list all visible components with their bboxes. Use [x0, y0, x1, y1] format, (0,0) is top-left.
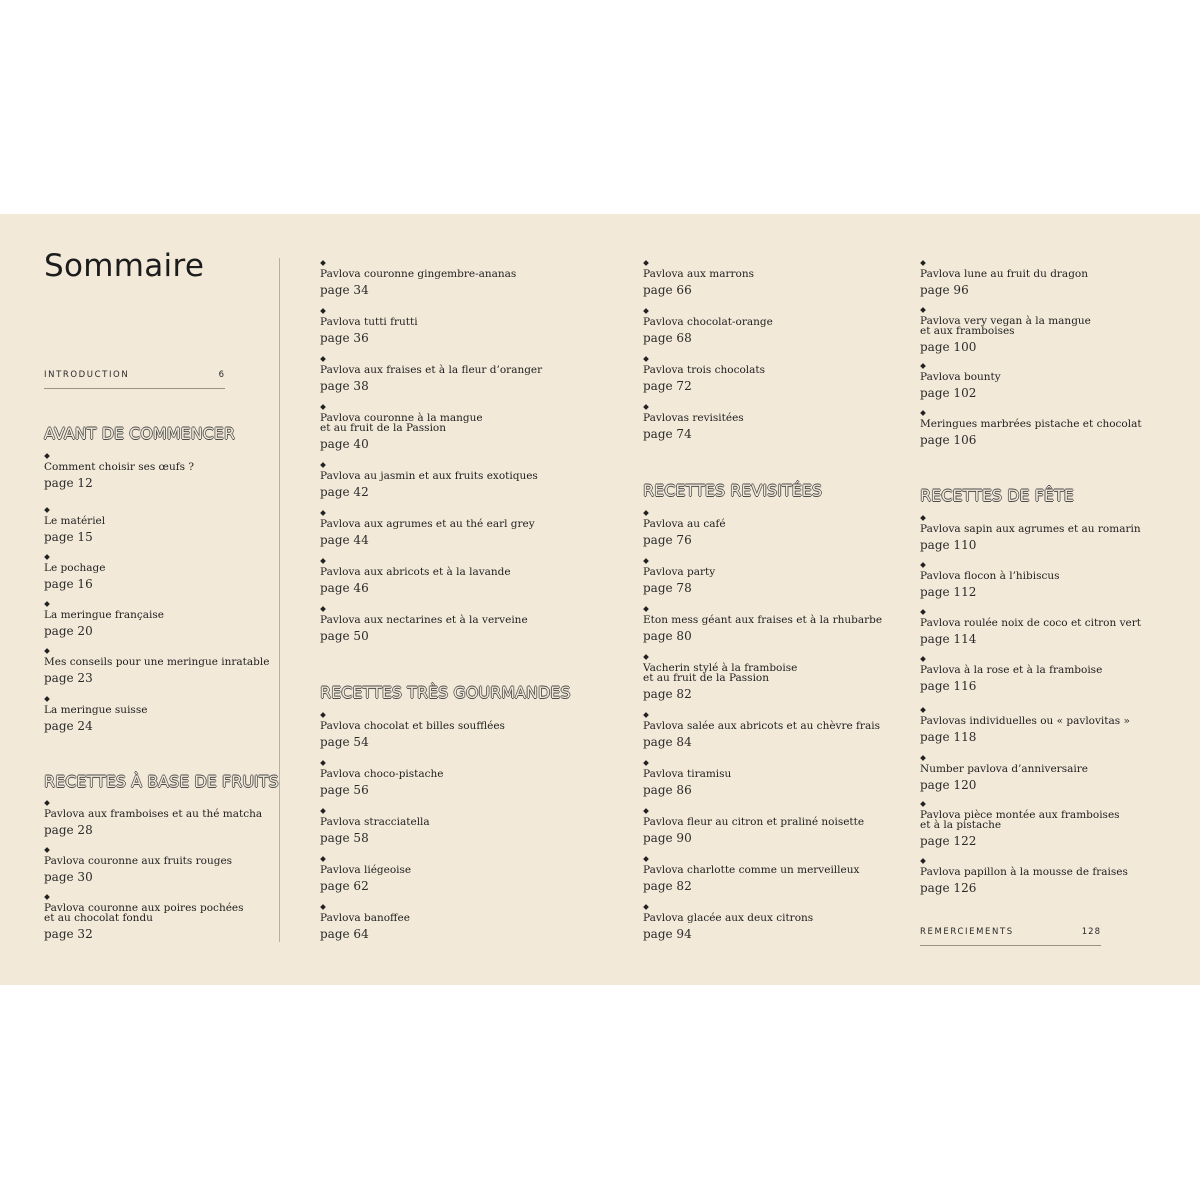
toc-entry: [320, 261, 592, 297]
toc-entry-page: page 34: [320, 283, 369, 297]
toc-entry-page: page 82: [643, 687, 692, 701]
diamond-bullet-icon: [643, 356, 649, 362]
toc-entry: [920, 657, 1192, 693]
toc-entry: [920, 802, 1192, 848]
toc-entry-page: page 72: [643, 379, 692, 393]
diamond-bullet-icon: [643, 308, 649, 314]
diamond-bullet-icon: [643, 904, 649, 910]
toc-entry-title: Pavlova au jasmin et aux fruits exotiques: [320, 470, 538, 482]
toc-entry-title: Pavlova charlotte comme un merveilleux: [643, 864, 860, 876]
toc-entry-title: Pavlova choco-pistache: [320, 768, 444, 780]
toc-entry: [920, 308, 1192, 354]
toc-entry-title: Number pavlova d’anniversaire: [920, 763, 1088, 775]
toc-entry-title: Pavlova lune au fruit du dragon: [920, 268, 1088, 280]
diamond-bullet-icon: [44, 847, 50, 853]
toc-entry-title: Pavlova couronne gingembre-ananas: [320, 268, 517, 280]
toc-entry-title: Pavlova chocolat et billes soufflées: [320, 720, 505, 732]
toc-entry-page: page 56: [320, 783, 369, 797]
toc-entry: [643, 357, 915, 393]
diamond-bullet-icon: [920, 363, 926, 369]
toc-entry: [320, 511, 592, 547]
toc-entry: [643, 761, 915, 797]
diamond-bullet-icon: [920, 515, 926, 521]
toc-entry-page: page 74: [643, 427, 692, 441]
diamond-bullet-icon: [320, 510, 326, 516]
toc-entry-page: page 76: [643, 533, 692, 547]
toc-entry-title: La meringue suisse: [44, 704, 148, 716]
toc-entry-title: Pavlova couronne aux poires pochées et au chocolat fondu: [44, 902, 244, 924]
toc-entry: [920, 411, 1192, 447]
toc-entry: [320, 559, 592, 595]
toc-entry: [320, 761, 592, 797]
toc-entry: [320, 309, 592, 345]
toc-entry-title: Pavlova flocon à l’hibiscus: [920, 570, 1060, 582]
toc-entry-page: page 20: [44, 624, 93, 638]
toc-entry: [320, 713, 592, 749]
diamond-bullet-icon: [320, 356, 326, 362]
toc-entry: [44, 649, 316, 685]
toc-entry: [920, 563, 1192, 599]
diamond-bullet-icon: [920, 410, 926, 416]
toc-entry-title: Pavlova party: [643, 566, 716, 578]
page-title: Sommaire: [44, 248, 205, 284]
diamond-bullet-icon: [320, 260, 326, 266]
toc-entry-title: Pavlova roulée noix de coco et citron vert: [920, 617, 1141, 629]
toc-entry-title: Pavlova stracciatella: [320, 816, 430, 828]
toc-entry-title: Pavlova aux framboises et au thé matcha: [44, 808, 263, 820]
toc-entry: [44, 508, 316, 544]
diamond-bullet-icon: [320, 712, 326, 718]
toc-entry-title: Pavlova au café: [643, 518, 726, 530]
toc-entry-page: page 42: [320, 485, 369, 499]
toc-entry: [643, 905, 915, 941]
toc-entry-title: Pavlova couronne à la mangue et au fruit de la Passion: [320, 412, 483, 434]
toc-entry: [643, 511, 915, 547]
toc-entry: [643, 809, 915, 845]
toc-entry-title: Pavlova fleur au citron et praliné noisette: [643, 816, 865, 828]
diamond-bullet-icon: [920, 755, 926, 761]
diamond-bullet-icon: [643, 260, 649, 266]
toc-entry: [44, 454, 316, 490]
toc-entry: [320, 905, 592, 941]
toc-entry-title: Pavlova banoffee: [320, 912, 410, 924]
toc-entry-page: page 30: [44, 870, 93, 884]
remerciements-line: [920, 927, 1101, 946]
toc-entry-page: page 44: [320, 533, 369, 547]
toc-entry-page: page 64: [320, 927, 369, 941]
diamond-bullet-icon: [44, 507, 50, 513]
toc-entry-page: page 114: [920, 632, 977, 646]
toc-entry-page: page 102: [920, 386, 977, 400]
toc-entry-title: Eton mess géant aux fraises et à la rhubarbe: [643, 614, 883, 626]
diamond-bullet-icon: [920, 307, 926, 313]
toc-entry: [920, 261, 1192, 297]
toc-entry-page: page 12: [44, 476, 93, 490]
toc-entry-title: Pavlova chocolat-orange: [643, 316, 773, 328]
column-divider: [279, 258, 280, 942]
diamond-bullet-icon: [920, 260, 926, 266]
toc-entry-title: Comment choisir ses œufs ?: [44, 461, 194, 473]
toc-entry-title: Le pochage: [44, 562, 106, 574]
diamond-bullet-icon: [920, 562, 926, 568]
toc-entry-page: page 122: [920, 834, 977, 848]
toc-entry-title: Meringues marbrées pistache et chocolat: [920, 418, 1142, 430]
toc-entry: [44, 602, 316, 638]
toc-entry-page: page 86: [643, 783, 692, 797]
toc-entry: [643, 405, 915, 441]
remerciements-page: 128: [1081, 927, 1101, 937]
diamond-bullet-icon: [643, 510, 649, 516]
toc-entry-page: page 28: [44, 823, 93, 837]
toc-entry: [44, 555, 316, 591]
toc-entry: [643, 607, 915, 643]
diamond-bullet-icon: [920, 858, 926, 864]
toc-entry-page: page 38: [320, 379, 369, 393]
toc-entry-page: page 24: [44, 719, 93, 733]
diamond-bullet-icon: [920, 801, 926, 807]
toc-entry-page: page 96: [920, 283, 969, 297]
toc-entry-page: page 32: [44, 927, 93, 941]
toc-entry: [44, 801, 316, 837]
diamond-bullet-icon: [643, 856, 649, 862]
toc-entry-title: Vacherin stylé à la framboise et au fruit de la Passion: [643, 662, 798, 684]
toc-entry: [920, 610, 1192, 646]
diamond-bullet-icon: [320, 462, 326, 468]
toc-entry: [320, 405, 592, 451]
diamond-bullet-icon: [44, 648, 50, 654]
toc-entry: [44, 895, 316, 941]
diamond-bullet-icon: [320, 558, 326, 564]
toc-entry: [643, 559, 915, 595]
toc-entry: [320, 463, 592, 499]
diamond-bullet-icon: [320, 808, 326, 814]
toc-entry-page: page 36: [320, 331, 369, 345]
toc-entry-title: La meringue française: [44, 609, 164, 621]
toc-entry-title: Pavlova aux agrumes et au thé earl grey: [320, 518, 535, 530]
toc-entry-page: page 84: [643, 735, 692, 749]
toc-entry-title: Pavlova couronne aux fruits rouges: [44, 855, 233, 867]
toc-entry: [643, 309, 915, 345]
toc-entry: [320, 607, 592, 643]
toc-entry-page: page 16: [44, 577, 93, 591]
diamond-bullet-icon: [920, 707, 926, 713]
diamond-bullet-icon: [44, 554, 50, 560]
toc-entry-page: page 100: [920, 340, 977, 354]
toc-entry: [643, 857, 915, 893]
diamond-bullet-icon: [320, 404, 326, 410]
diamond-bullet-icon: [44, 800, 50, 806]
toc-entry: [643, 713, 915, 749]
toc-entry-page: page 50: [320, 629, 369, 643]
toc-entry: [44, 848, 316, 884]
diamond-bullet-icon: [44, 696, 50, 702]
introduction-label: INTRODUCTION: [44, 370, 130, 380]
diamond-bullet-icon: [44, 601, 50, 607]
toc-entry-title: Pavlova bounty: [920, 371, 1001, 383]
toc-entry-page: page 15: [44, 530, 93, 544]
toc-entry-page: page 126: [920, 881, 977, 895]
diamond-bullet-icon: [643, 808, 649, 814]
toc-entry-title: Pavlova tiramisu: [643, 768, 732, 780]
diamond-bullet-icon: [44, 453, 50, 459]
toc-entry-page: page 58: [320, 831, 369, 845]
toc-entry-title: Pavlova salée aux abricots et au chèvre frais: [643, 720, 880, 732]
toc-entry-title: Pavlova liégeoise: [320, 864, 412, 876]
toc-entry-title: Pavlova papillon à la mousse de fraises: [920, 866, 1128, 878]
toc-entry: [320, 357, 592, 393]
toc-entry-page: page 23: [44, 671, 93, 685]
diamond-bullet-icon: [643, 654, 649, 660]
toc-entry-title: Pavlova glacée aux deux citrons: [643, 912, 814, 924]
diamond-bullet-icon: [320, 760, 326, 766]
toc-entry-title: Pavlovas revisitées: [643, 412, 744, 424]
toc-entry-page: page 78: [643, 581, 692, 595]
diamond-bullet-icon: [320, 308, 326, 314]
toc-entry-title: Pavlova tutti frutti: [320, 316, 418, 328]
introduction-page: 6: [218, 370, 225, 380]
toc-entry: [320, 809, 592, 845]
toc-entry-page: page 46: [320, 581, 369, 595]
toc-entry-page: page 106: [920, 433, 977, 447]
toc-entry-page: page 118: [920, 730, 977, 744]
toc-entry-page: page 116: [920, 679, 977, 693]
toc-entry-title: Pavlova trois chocolats: [643, 364, 766, 376]
section-heading-gourmandes: RECETTES TRÈS GOURMANDES: [320, 683, 571, 702]
toc-entry-page: page 68: [643, 331, 692, 345]
toc-entry-page: page 62: [320, 879, 369, 893]
toc-entry-title: Le matériel: [44, 515, 106, 527]
toc-entry-page: page 40: [320, 437, 369, 451]
toc-entry-title: Pavlova à la rose et à la framboise: [920, 664, 1103, 676]
toc-entry-page: page 110: [920, 538, 977, 552]
diamond-bullet-icon: [920, 609, 926, 615]
section-heading-revisitees: RECETTES REVISITÉES: [643, 481, 823, 500]
toc-entry: [920, 756, 1192, 792]
diamond-bullet-icon: [320, 904, 326, 910]
toc-entry-title: Mes conseils pour une meringue inratable: [44, 656, 270, 668]
toc-entry-title: Pavlovas individuelles ou « pavlovitas »: [920, 715, 1130, 727]
diamond-bullet-icon: [643, 404, 649, 410]
toc-entry-title: Pavlova aux nectarines et à la verveine: [320, 614, 528, 626]
toc-entry-title: Pavlova sapin aux agrumes et au romarin: [920, 523, 1141, 535]
toc-entry-title: Pavlova aux abricots et à la lavande: [320, 566, 511, 578]
toc-entry-page: page 66: [643, 283, 692, 297]
diamond-bullet-icon: [44, 894, 50, 900]
diamond-bullet-icon: [920, 656, 926, 662]
section-heading-fruits: RECETTES À BASE DE FRUITS: [44, 772, 279, 791]
diamond-bullet-icon: [320, 606, 326, 612]
toc-entry: [920, 859, 1192, 895]
toc-entry-title: Pavlova very vegan à la mangue et aux framboises: [920, 315, 1091, 337]
toc-entry: [320, 857, 592, 893]
remerciements-label: REMERCIEMENTS: [920, 927, 1014, 937]
toc-entry-page: page 94: [643, 927, 692, 941]
toc-entry: [920, 364, 1192, 400]
introduction-line: [44, 370, 225, 389]
diamond-bullet-icon: [643, 606, 649, 612]
toc-entry: [44, 697, 316, 733]
toc-entry-page: page 80: [643, 629, 692, 643]
toc-entry-page: page 54: [320, 735, 369, 749]
toc-entry-title: Pavlova aux marrons: [643, 268, 755, 280]
toc-entry: [920, 516, 1192, 552]
toc-entry-page: page 82: [643, 879, 692, 893]
diamond-bullet-icon: [643, 760, 649, 766]
diamond-bullet-icon: [643, 712, 649, 718]
toc-entry: [643, 655, 915, 701]
diamond-bullet-icon: [643, 558, 649, 564]
toc-entry-title: Pavlova pièce montée aux framboises et à la pistache: [920, 809, 1120, 831]
toc-entry: [920, 708, 1192, 744]
section-heading-avant: AVANT DE COMMENCER: [44, 424, 235, 443]
toc-entry-page: page 90: [643, 831, 692, 845]
toc-entry: [643, 261, 915, 297]
section-heading-fete: RECETTES DE FÊTE: [920, 486, 1074, 505]
diamond-bullet-icon: [320, 856, 326, 862]
toc-entry-page: page 120: [920, 778, 977, 792]
toc-entry-title: Pavlova aux fraises et à la fleur d’oranger: [320, 364, 543, 376]
toc-entry-page: page 112: [920, 585, 977, 599]
